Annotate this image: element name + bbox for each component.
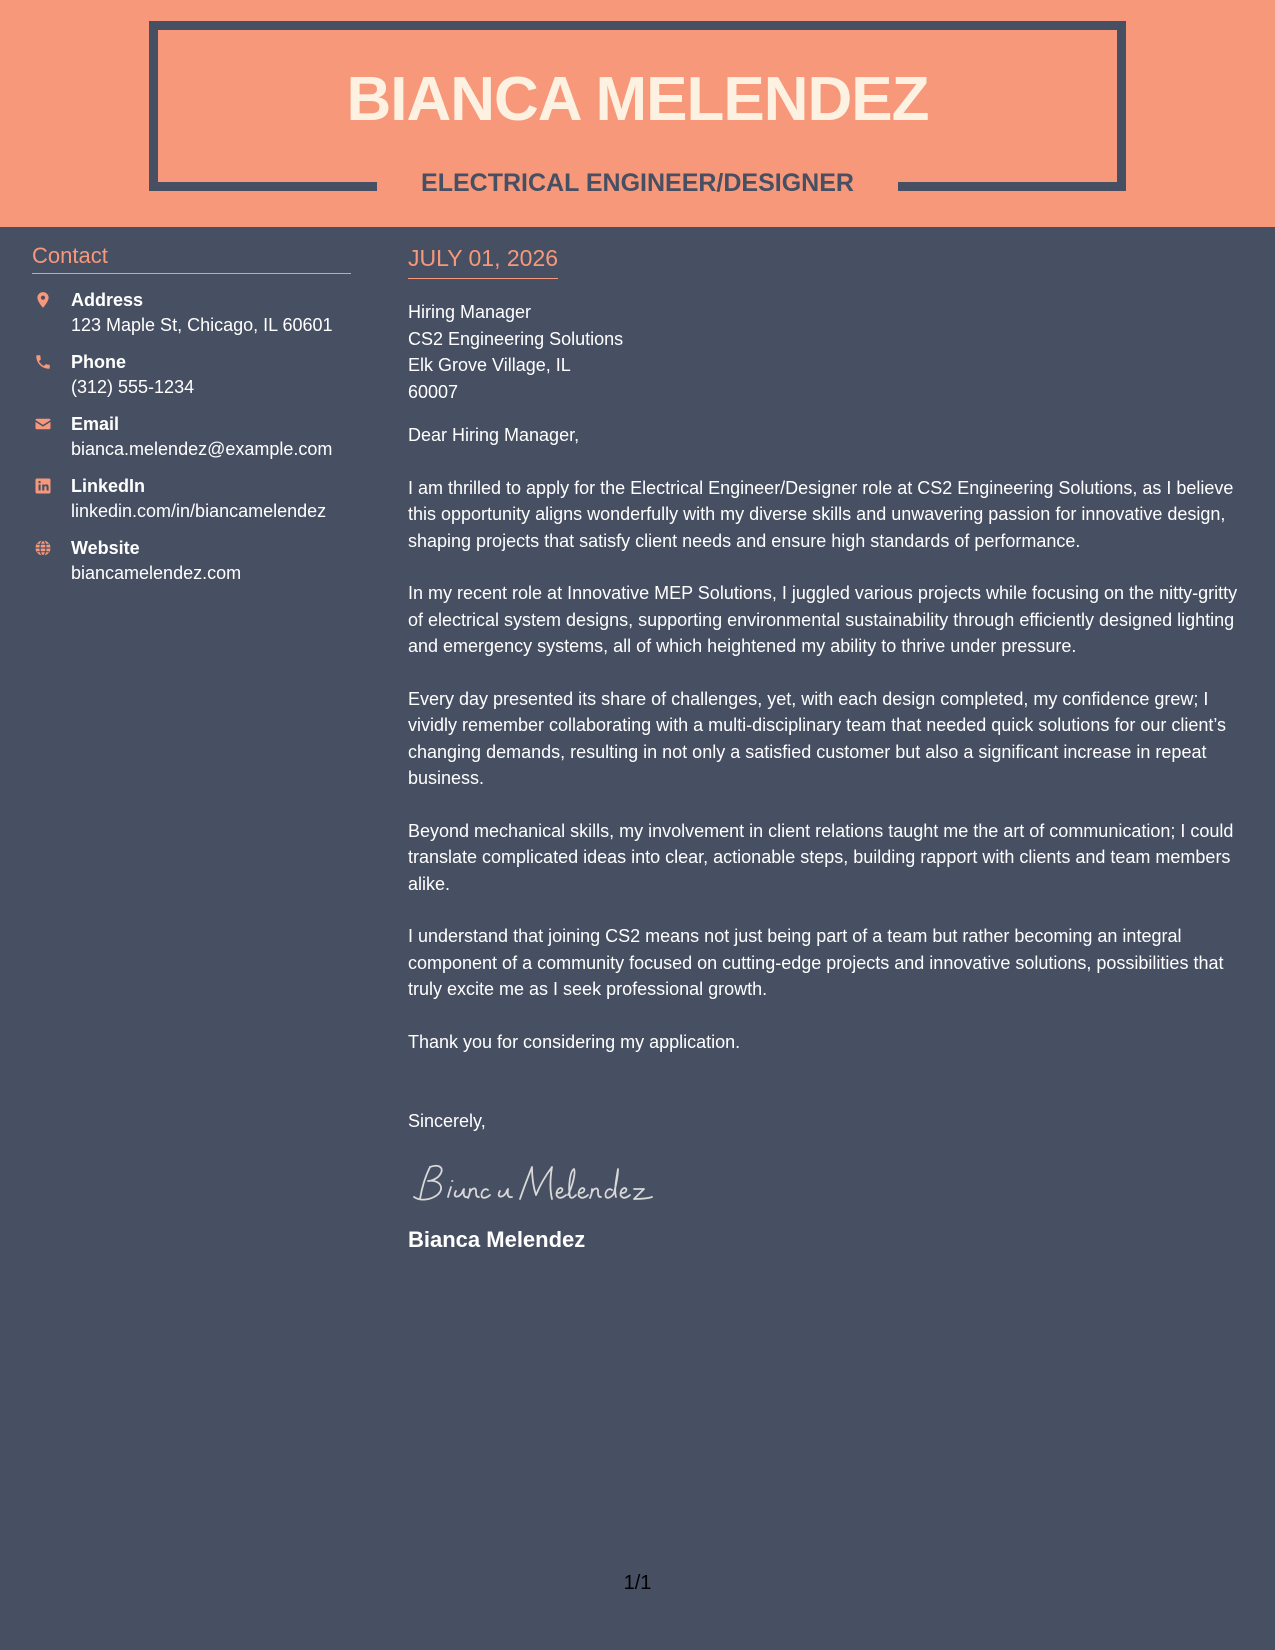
letter-body bbox=[408, 243, 1244, 1255]
contact-label: LinkedIn bbox=[71, 476, 146, 496]
contact-phone bbox=[32, 350, 351, 400]
map-pin-icon bbox=[34, 291, 52, 309]
contact-linkedin bbox=[32, 474, 351, 524]
header-banner bbox=[0, 0, 1275, 227]
linkedin-icon bbox=[34, 477, 52, 495]
letter-paragraph: Beyond mechanical skills, my involvement in client relations taught me the art of communication; I could translate complicated ideas into clear, actionable steps, building rapport with clients and team members alike. bbox=[408, 820, 1234, 894]
signer-name: Bianca Melendez bbox=[408, 1226, 586, 1252]
header-frame-bottom-left bbox=[149, 182, 377, 191]
salutation: Dear Hiring Manager, bbox=[408, 425, 580, 445]
contact-value: linkedin.com/in/biancamelendez bbox=[71, 501, 327, 521]
contact-heading: Contact bbox=[32, 242, 351, 274]
contact-label: Address bbox=[71, 290, 144, 310]
handwritten-signature bbox=[408, 1157, 1244, 1217]
contact-label: Website bbox=[71, 538, 140, 558]
letter-paragraph: I understand that joining CS2 means not just being part of a team but rather becoming an integral component of a community focused on cutting-edge projects and innovative solutions, possibilities that truly excite me as I seek professional growth. bbox=[408, 926, 1224, 999]
letter-paragraph: In my recent role at Innovative MEP Solutions, I juggled various projects while focusing on the nitty-gritty of electrical system designs, supporting environmental sustainability through efficiently designed lighting and emergency systems, all of which heightened my ability to thrive under pressure. bbox=[408, 583, 1238, 656]
letter-paragraph: Every day presented its share of challenges, yet, with each design completed, my confidence grew; I vividly remember collaborating with a multi-disciplinary team that needed quick solutions for our client’s changing demands, resulting in not only a satisfied customer but also a significant increase in repeat business. bbox=[408, 688, 1227, 788]
contact-sidebar bbox=[32, 242, 351, 598]
contact-email bbox=[32, 412, 351, 462]
contact-label: Phone bbox=[71, 352, 127, 372]
letter-paragraph: Thank you for considering my application. bbox=[408, 1031, 741, 1052]
phone-icon bbox=[34, 353, 52, 371]
page-number: 1/1 bbox=[623, 1572, 652, 1594]
header-frame-bottom-right bbox=[898, 182, 1126, 191]
contact-value: 123 Maple St, Chicago, IL 60601 bbox=[71, 315, 333, 335]
recipient-block bbox=[408, 299, 1244, 405]
contact-value: bianca.melendez@example.com bbox=[71, 439, 333, 459]
contact-address bbox=[32, 288, 351, 338]
recipient-line: Hiring Manager bbox=[408, 302, 532, 322]
letter-paragraph: I am thrilled to apply for the Electrical Engineer/Designer role at CS2 Engineering Solutions, as I believe this opportunity aligns wonderfully with my diverse skills and unwavering passion for innovative design, shaping projects that satisfy client needs and ensure high standards of performance. bbox=[408, 477, 1234, 551]
recipient-line: Elk Grove Village, IL bbox=[408, 355, 571, 375]
recipient-line: 60007 bbox=[408, 381, 459, 402]
letter-date: JULY 01, 2026 bbox=[408, 243, 558, 279]
recipient-line: CS2 Engineering Solutions bbox=[408, 328, 624, 349]
signature-drawing bbox=[408, 1157, 688, 1217]
envelope-icon bbox=[34, 415, 52, 433]
contact-value: biancamelendez.com bbox=[71, 563, 242, 583]
contact-value: (312) 555-1234 bbox=[71, 377, 195, 397]
contact-label: Email bbox=[71, 414, 120, 434]
job-title: ELECTRICAL ENGINEER/DESIGNER bbox=[421, 169, 854, 197]
contact-website bbox=[32, 536, 351, 586]
candidate-name: BIANCA MELENDEZ bbox=[346, 65, 929, 134]
closing: Sincerely, bbox=[408, 1111, 486, 1131]
globe-icon bbox=[34, 539, 52, 557]
